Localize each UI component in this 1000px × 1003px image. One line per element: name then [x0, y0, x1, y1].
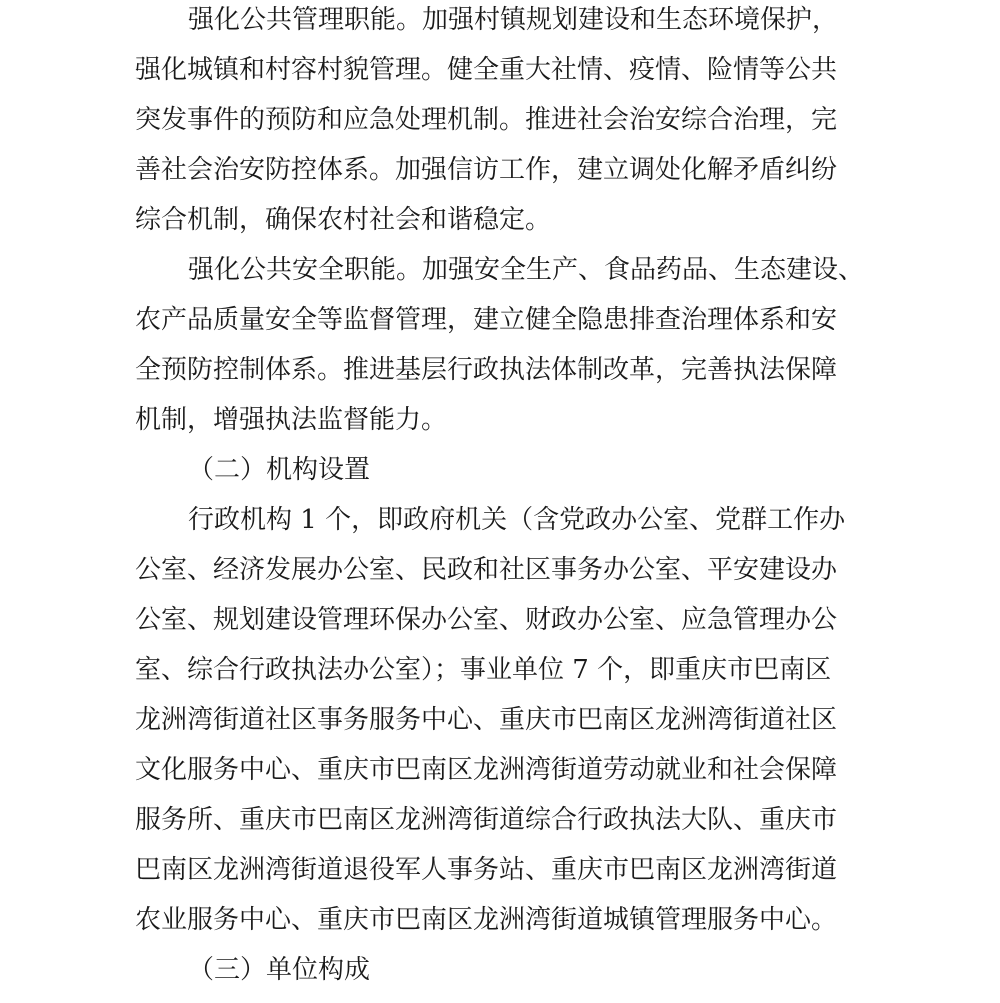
paragraph-line: 文化服务中心、重庆市巴南区龙洲湾街道劳动就业和社会保障	[135, 755, 838, 785]
section-heading: （二）机构设置	[188, 455, 371, 485]
paragraph-line: 农产品质量安全等监督管理，建立健全隐患排查治理体系和安	[135, 305, 838, 335]
paragraph-line: 服务所、重庆市巴南区龙洲湾街道综合行政执法大队、重庆市	[135, 805, 838, 835]
paragraph-line: 突发事件的预防和应急处理机制。推进社会治安综合治理，完	[135, 105, 838, 135]
paragraph-line: 室、综合行政执法办公室）；事业单位 7 个，即重庆市巴南区	[135, 655, 832, 685]
paragraph-line: 行政机构 1 个，即政府机关（含党政办公室、党群工作办	[188, 505, 846, 535]
paragraph-line: 综合机制，确保农村社会和谐稳定。	[135, 205, 552, 235]
paragraph-line: 巴南区龙洲湾街道退役军人事务站、重庆市巴南区龙洲湾街道	[135, 855, 838, 885]
paragraph-line: 公室、规划建设管理环保办公室、财政办公室、应急管理办公	[135, 605, 838, 635]
paragraph-line: 强化公共安全职能。加强安全生产、食品药品、生态建设、	[188, 255, 865, 285]
paragraph-line: 机制，增强执法监督能力。	[135, 405, 448, 435]
paragraph-line: 全预防控制体系。推进基层行政执法体制改革，完善执法保障	[135, 355, 838, 385]
paragraph-line: 龙洲湾街道社区事务服务中心、重庆市巴南区龙洲湾街道社区	[135, 705, 838, 735]
paragraph-line: 强化公共管理职能。加强村镇规划建设和生态环境保护，	[188, 5, 839, 35]
paragraph-line: 农业服务中心、重庆市巴南区龙洲湾街道城镇管理服务中心。	[135, 905, 838, 935]
paragraph-line: 善社会治安防控体系。加强信访工作，建立调处化解矛盾纠纷	[135, 155, 838, 185]
paragraph-line: 公室、经济发展办公室、民政和社区事务办公室、平安建设办	[135, 555, 838, 585]
paragraph-line: 强化城镇和村容村貌管理。健全重大社情、疫情、险情等公共	[135, 55, 838, 85]
section-heading: （三）单位构成	[188, 955, 371, 985]
